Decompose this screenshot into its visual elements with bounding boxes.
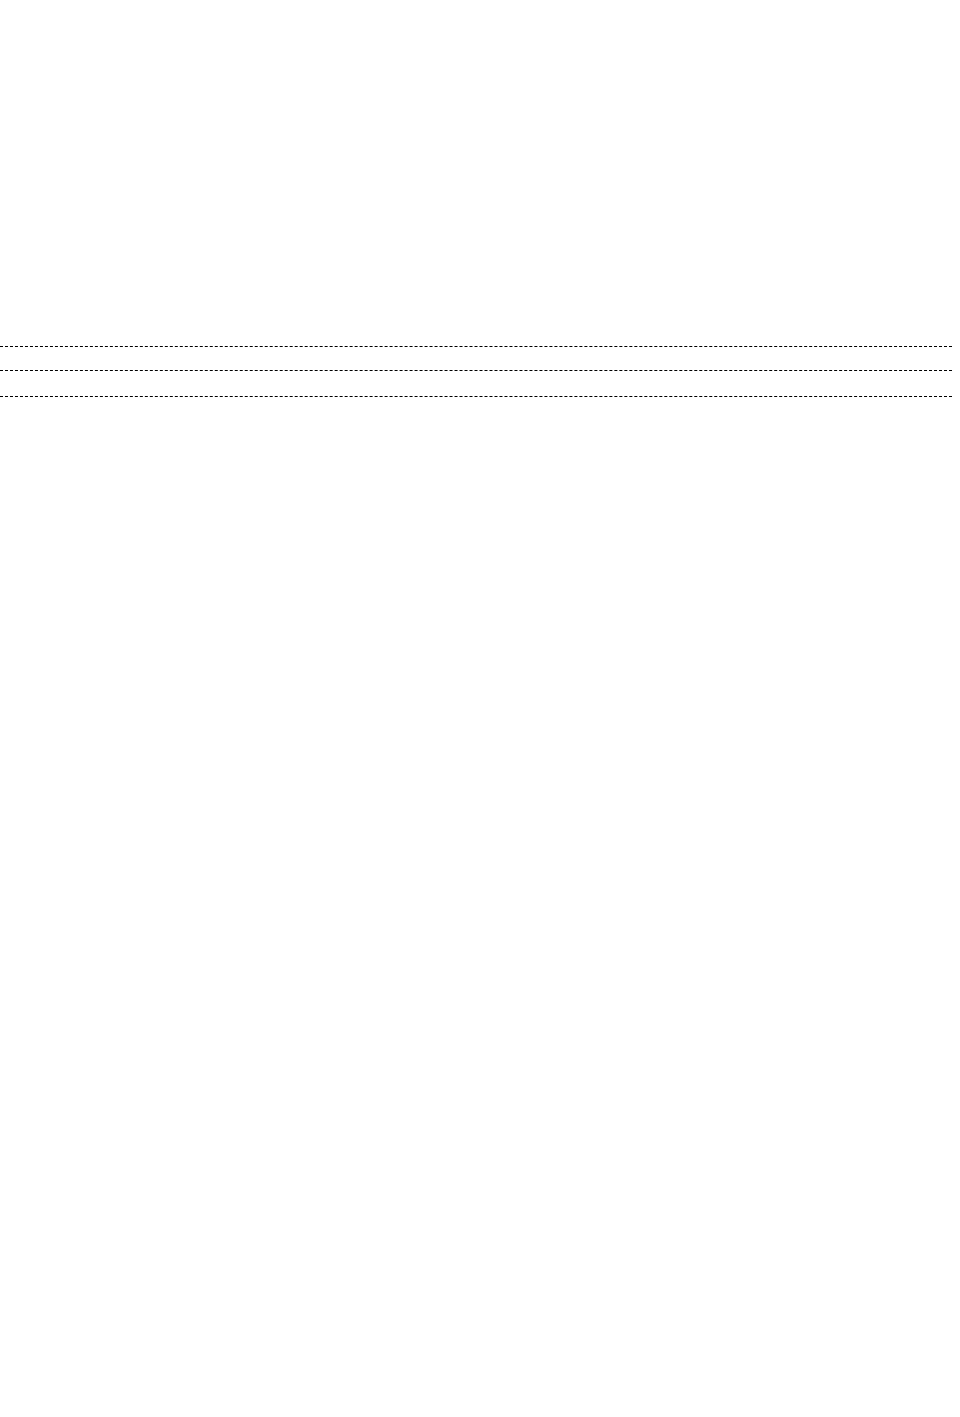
divider [0,370,952,371]
divider [0,396,952,397]
divider [0,346,952,347]
